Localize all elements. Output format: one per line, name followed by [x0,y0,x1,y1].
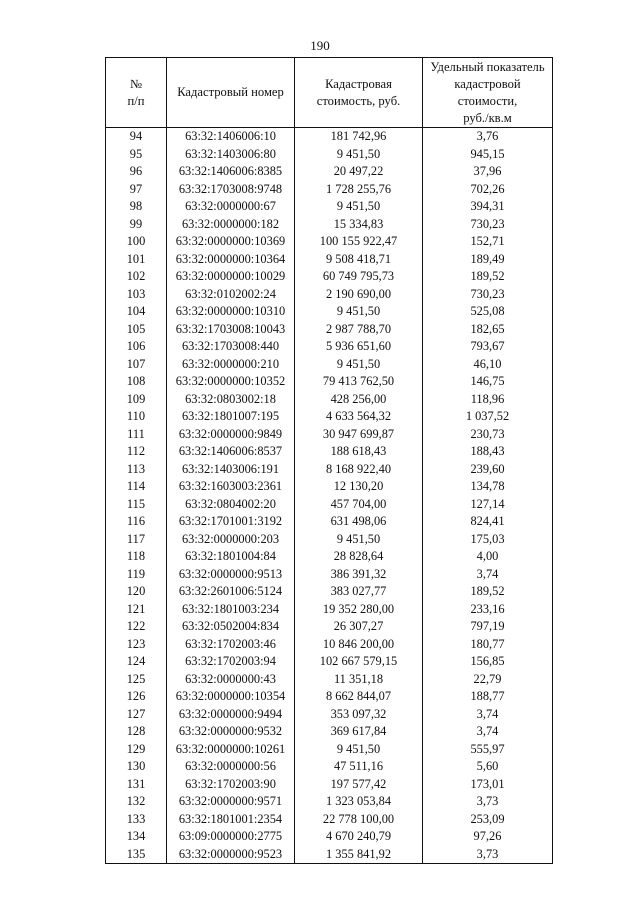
table-row [106,408,553,426]
cadastral-number-cell: 63:32:0000000:9532 [167,723,295,741]
table-row [106,356,553,374]
specific-value-cell: 3,74 [423,566,553,584]
table-row [106,146,553,164]
row-number-cell: 95 [106,146,167,164]
cadastral-number-cell: 63:32:1702003:90 [167,776,295,794]
cadastral-number-cell: 63:32:1603003:2361 [167,478,295,496]
specific-value-cell: 189,52 [423,583,553,601]
table-row [106,636,553,654]
row-number-cell: 104 [106,303,167,321]
row-number-cell: 128 [106,723,167,741]
cadastral-value-cell: 20 497,22 [295,163,423,181]
table-header [106,58,553,128]
cadastral-number-cell: 63:32:2601006:5124 [167,583,295,601]
cadastral-number-cell: 63:32:0000000:9571 [167,793,295,811]
row-number-cell: 133 [106,811,167,829]
specific-value-cell: 945,15 [423,146,553,164]
table-body [106,128,553,864]
row-number-cell: 110 [106,408,167,426]
cadastral-number-cell: 63:32:0000000:203 [167,531,295,549]
row-number-cell: 122 [106,618,167,636]
row-number-cell: 115 [106,496,167,514]
header-row-number: № п/п [106,58,167,128]
cadastral-number-cell: 63:32:0000000:10310 [167,303,295,321]
cadastral-value-cell: 60 749 795,73 [295,268,423,286]
cadastral-value-cell: 22 778 100,00 [295,811,423,829]
table-row [106,443,553,461]
specific-value-cell: 793,67 [423,338,553,356]
table-row [106,391,553,409]
cadastral-value-cell: 26 307,27 [295,618,423,636]
cadastral-number-cell: 63:32:0000000:10369 [167,233,295,251]
cadastral-value-cell: 9 508 418,71 [295,251,423,269]
cadastral-number-cell: 63:32:1406006:10 [167,128,295,146]
table-row [106,426,553,444]
table-row [106,583,553,601]
specific-value-cell: 4,00 [423,548,553,566]
cadastral-value-cell: 9 451,50 [295,146,423,164]
cadastral-number-cell: 63:32:1403006:80 [167,146,295,164]
cadastral-number-cell: 63:09:0000000:2775 [167,828,295,846]
row-number-cell: 121 [106,601,167,619]
cadastral-value-cell: 47 511,16 [295,758,423,776]
cadastral-number-cell: 63:32:1703008:10043 [167,321,295,339]
row-number-cell: 102 [106,268,167,286]
cadastral-number-cell: 63:32:0000000:56 [167,758,295,776]
row-number-cell: 126 [106,688,167,706]
table-row [106,373,553,391]
row-number-cell: 100 [106,233,167,251]
specific-value-cell: 156,85 [423,653,553,671]
cadastral-number-cell: 63:32:0000000:9849 [167,426,295,444]
row-number-cell: 96 [106,163,167,181]
cadastral-value-cell: 8 662 844,07 [295,688,423,706]
specific-value-cell: 175,03 [423,531,553,549]
specific-value-cell: 797,19 [423,618,553,636]
cadastral-number-cell: 63:32:0000000:9523 [167,846,295,864]
table-row [106,478,553,496]
table-row [106,758,553,776]
cadastral-number-cell: 63:32:0000000:10261 [167,741,295,759]
cadastral-value-cell: 428 256,00 [295,391,423,409]
cadastral-value-cell: 353 097,32 [295,706,423,724]
cadastral-number-cell: 63:32:1702003:46 [167,636,295,654]
row-number-cell: 116 [106,513,167,531]
cadastral-value-cell: 4 670 240,79 [295,828,423,846]
cadastral-number-cell: 63:32:1703008:9748 [167,181,295,199]
cadastral-number-cell: 63:32:0000000:10364 [167,251,295,269]
cadastral-number-cell: 63:32:1406006:8537 [167,443,295,461]
row-number-cell: 114 [106,478,167,496]
specific-value-cell: 253,09 [423,811,553,829]
row-number-cell: 106 [106,338,167,356]
cadastral-number-cell: 63:32:0102002:24 [167,286,295,304]
specific-value-cell: 824,41 [423,513,553,531]
specific-value-cell: 394,31 [423,198,553,216]
row-number-cell: 109 [106,391,167,409]
table-row [106,251,553,269]
cadastral-value-cell: 2 190 690,00 [295,286,423,304]
cadastral-value-cell: 386 391,32 [295,566,423,584]
specific-value-cell: 188,77 [423,688,553,706]
table-row [106,268,553,286]
cadastral-number-cell: 63:32:0000000:10352 [167,373,295,391]
row-number-cell: 111 [106,426,167,444]
specific-value-cell: 1 037,52 [423,408,553,426]
specific-value-cell: 233,16 [423,601,553,619]
specific-value-cell: 702,26 [423,181,553,199]
table-row [106,793,553,811]
table-row [106,618,553,636]
specific-value-cell: 152,71 [423,233,553,251]
cadastral-value-cell: 631 498,06 [295,513,423,531]
cadastral-number-cell: 63:32:1702003:94 [167,653,295,671]
cadastral-number-cell: 63:32:1801003:234 [167,601,295,619]
cadastral-number-cell: 63:32:0000000:10029 [167,268,295,286]
table-row [106,496,553,514]
row-number-cell: 99 [106,216,167,234]
cadastral-value-table [105,57,553,864]
row-number-cell: 120 [106,583,167,601]
table-row [106,548,553,566]
cadastral-number-cell: 63:32:1801004:84 [167,548,295,566]
specific-value-cell: 730,23 [423,286,553,304]
cadastral-number-cell: 63:32:1403006:191 [167,461,295,479]
cadastral-number-cell: 63:32:0000000:67 [167,198,295,216]
specific-value-cell: 189,49 [423,251,553,269]
table-row [106,461,553,479]
row-number-cell: 129 [106,741,167,759]
row-number-cell: 107 [106,356,167,374]
table-row [106,531,553,549]
table-row [106,198,553,216]
header-cadastral-value: Кадастровая стоимость, руб. [295,58,423,128]
specific-value-cell: 3,74 [423,706,553,724]
table-row [106,163,553,181]
row-number-cell: 94 [106,128,167,146]
specific-value-cell: 3,76 [423,128,553,146]
cadastral-value-cell: 2 987 788,70 [295,321,423,339]
cadastral-value-cell: 9 451,50 [295,356,423,374]
specific-value-cell: 5,60 [423,758,553,776]
cadastral-number-cell: 63:32:0502004:834 [167,618,295,636]
row-number-cell: 127 [106,706,167,724]
table-row [106,566,553,584]
row-number-cell: 124 [106,653,167,671]
table-row [106,601,553,619]
specific-value-cell: 189,52 [423,268,553,286]
cadastral-value-cell: 79 413 762,50 [295,373,423,391]
specific-value-cell: 188,43 [423,443,553,461]
table-row [106,811,553,829]
cadastral-value-cell: 1 728 255,76 [295,181,423,199]
specific-value-cell: 3,73 [423,793,553,811]
specific-value-cell: 37,96 [423,163,553,181]
table-row [106,653,553,671]
specific-value-cell: 97,26 [423,828,553,846]
cadastral-number-cell: 63:32:0000000:182 [167,216,295,234]
cadastral-value-cell: 457 704,00 [295,496,423,514]
cadastral-value-cell: 9 451,50 [295,303,423,321]
specific-value-cell: 525,08 [423,303,553,321]
cadastral-number-cell: 63:32:1703008:440 [167,338,295,356]
table-row [106,671,553,689]
cadastral-number-cell: 63:32:1406006:8385 [167,163,295,181]
table-row [106,776,553,794]
specific-value-cell: 173,01 [423,776,553,794]
specific-value-cell: 22,79 [423,671,553,689]
row-number-cell: 105 [106,321,167,339]
table-row [106,233,553,251]
cadastral-value-cell: 197 577,42 [295,776,423,794]
cadastral-value-cell: 181 742,96 [295,128,423,146]
row-number-cell: 123 [106,636,167,654]
table-row [106,321,553,339]
table-row [106,303,553,321]
cadastral-number-cell: 63:32:1801007:195 [167,408,295,426]
row-number-cell: 113 [106,461,167,479]
cadastral-value-cell: 15 334,83 [295,216,423,234]
cadastral-value-cell: 9 451,50 [295,741,423,759]
cadastral-number-cell: 63:32:1701001:3192 [167,513,295,531]
row-number-cell: 118 [106,548,167,566]
table-row [106,741,553,759]
cadastral-number-cell: 63:32:1801001:2354 [167,811,295,829]
specific-value-cell: 134,78 [423,478,553,496]
specific-value-cell: 180,77 [423,636,553,654]
row-number-cell: 97 [106,181,167,199]
row-number-cell: 132 [106,793,167,811]
cadastral-value-cell: 10 846 200,00 [295,636,423,654]
specific-value-cell: 555,97 [423,741,553,759]
cadastral-value-cell: 9 451,50 [295,531,423,549]
specific-value-cell: 730,23 [423,216,553,234]
row-number-cell: 103 [106,286,167,304]
table-row [106,338,553,356]
specific-value-cell: 230,73 [423,426,553,444]
cadastral-number-cell: 63:32:0000000:9513 [167,566,295,584]
cadastral-value-cell: 4 633 564,32 [295,408,423,426]
table-row [106,688,553,706]
header-cadastral-number: Кадастровый номер [167,58,295,128]
cadastral-number-cell: 63:32:0000000:9494 [167,706,295,724]
specific-value-cell: 3,74 [423,723,553,741]
cadastral-value-cell: 188 618,43 [295,443,423,461]
cadastral-value-cell: 102 667 579,15 [295,653,423,671]
row-number-cell: 108 [106,373,167,391]
specific-value-cell: 146,75 [423,373,553,391]
row-number-cell: 112 [106,443,167,461]
table-row [106,723,553,741]
table-row [106,846,553,864]
cadastral-value-cell: 383 027,77 [295,583,423,601]
table-row [106,216,553,234]
cadastral-number-cell: 63:32:0000000:43 [167,671,295,689]
table-row [106,128,553,146]
specific-value-cell: 239,60 [423,461,553,479]
row-number-cell: 125 [106,671,167,689]
row-number-cell: 135 [106,846,167,864]
row-number-cell: 117 [106,531,167,549]
specific-value-cell: 182,65 [423,321,553,339]
table-row [106,181,553,199]
row-number-cell: 134 [106,828,167,846]
cadastral-value-cell: 369 617,84 [295,723,423,741]
row-number-cell: 101 [106,251,167,269]
cadastral-value-cell: 19 352 280,00 [295,601,423,619]
cadastral-value-cell: 11 351,18 [295,671,423,689]
page-number: 190 [310,38,330,53]
row-number-cell: 131 [106,776,167,794]
specific-value-cell: 46,10 [423,356,553,374]
cadastral-value-cell: 12 130,20 [295,478,423,496]
table-row [106,513,553,531]
header-specific-value: Удельный показатель кадастровой стоимости, руб./кв.м [423,58,553,128]
cadastral-value-cell: 1 355 841,92 [295,846,423,864]
cadastral-number-cell: 63:32:0804002:20 [167,496,295,514]
cadastral-value-cell: 100 155 922,47 [295,233,423,251]
row-number-cell: 119 [106,566,167,584]
specific-value-cell: 3,73 [423,846,553,864]
cadastral-value-cell: 28 828,64 [295,548,423,566]
cadastral-value-cell: 5 936 651,60 [295,338,423,356]
table-row [106,828,553,846]
cadastral-number-cell: 63:32:0000000:10354 [167,688,295,706]
cadastral-value-cell: 1 323 053,84 [295,793,423,811]
header-row [106,58,553,128]
table-row [106,286,553,304]
cadastral-value-cell: 9 451,50 [295,198,423,216]
table-row [106,706,553,724]
cadastral-number-cell: 63:32:0000000:210 [167,356,295,374]
cadastral-value-cell: 8 168 922,40 [295,461,423,479]
cadastral-value-cell: 30 947 699,87 [295,426,423,444]
specific-value-cell: 127,14 [423,496,553,514]
specific-value-cell: 118,96 [423,391,553,409]
row-number-cell: 130 [106,758,167,776]
row-number-cell: 98 [106,198,167,216]
cadastral-number-cell: 63:32:0803002:18 [167,391,295,409]
